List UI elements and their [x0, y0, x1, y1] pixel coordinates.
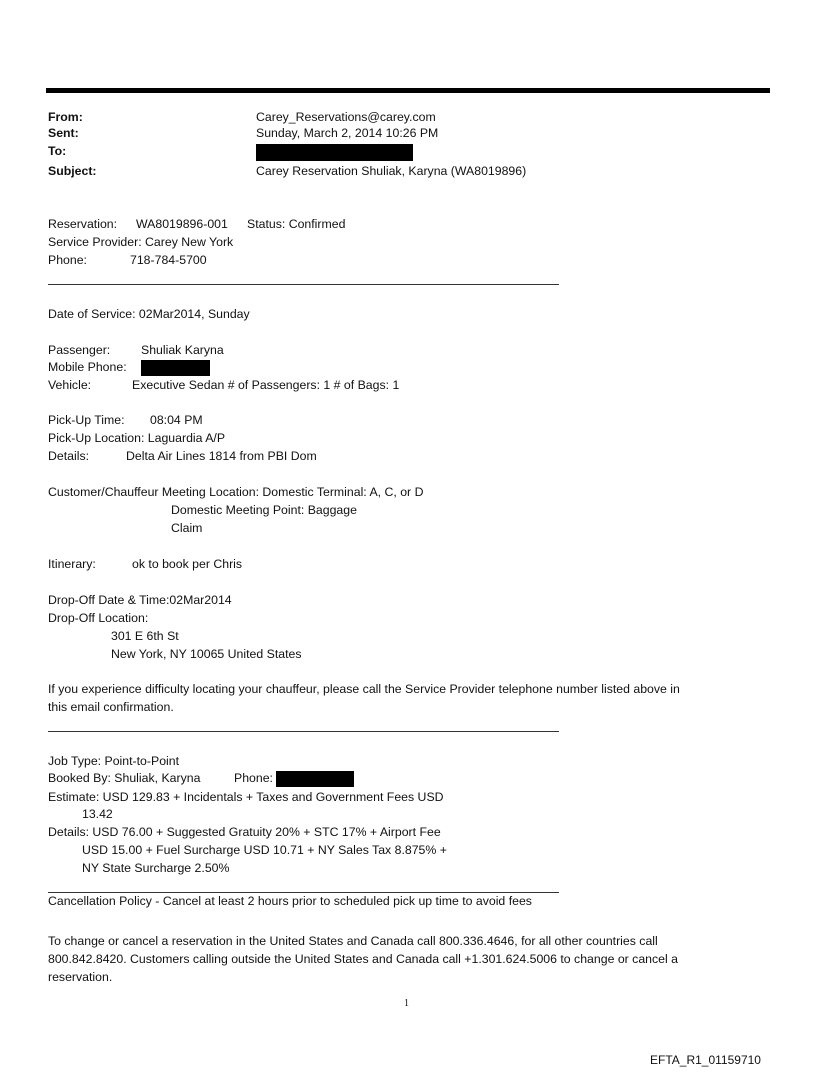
booked-by: Booked By: Shuliak, Karyna [48, 771, 201, 785]
itinerary-label: Itinerary: [48, 557, 96, 571]
reservation-status: Status: Confirmed [247, 217, 346, 231]
difficulty-note-cont: this email confirmation. [48, 700, 174, 714]
redaction [141, 360, 210, 376]
dropoff-address-line2: New York, NY 10065 United States [111, 647, 302, 661]
change-instructions-cont: 800.842.8420. Customers calling outside the United States and Canada call +1.301.624.5006 to change or cancel a [48, 952, 678, 966]
estimate: Estimate: USD 129.83 + Incidentals + Taxes and Government Fees USD [48, 790, 444, 804]
dropoff-address-line1: 301 E 6th St [111, 629, 179, 643]
fee-details-cont: USD 15.00 + Fuel Surcharge USD 10.71 + NY Sales Tax 8.875% + [82, 843, 447, 857]
redaction [256, 144, 413, 161]
service-provider: Service Provider: Carey New York [48, 235, 234, 249]
header-rule [46, 88, 770, 93]
sent-label: Sent: [48, 126, 79, 140]
document-id: EFTA_R1_01159710 [650, 1053, 761, 1067]
details-label: Details: [48, 449, 90, 463]
fee-details-cont2: NY State Surcharge 2.50% [82, 861, 230, 875]
mobile-label: Mobile Phone: [48, 360, 127, 374]
meeting-point: Domestic Meeting Point: Baggage [171, 503, 357, 517]
job-type: Job Type: Point-to-Point [48, 754, 180, 768]
subject-value: Carey Reservation Shuliak, Karyna (WA8019896) [256, 164, 527, 178]
passenger-label: Passenger: [48, 343, 111, 357]
difficulty-note: If you experience difficulty locating your chauffeur, please call the Service Provider telephone number listed above in [48, 682, 680, 696]
subject-label: Subject: [48, 164, 97, 178]
pickup-location: Pick-Up Location: Laguardia A/P [48, 431, 226, 445]
details-value: Delta Air Lines 1814 from PBI Dom [126, 449, 317, 463]
itinerary-value: ok to book per Chris [132, 557, 243, 571]
page-number: 1 [404, 998, 409, 1009]
phone-label: Phone: [48, 253, 87, 267]
divider [48, 731, 559, 732]
change-instructions-cont2: reservation. [48, 970, 113, 984]
redaction [276, 771, 354, 787]
phone-value: 718-784-5700 [130, 253, 207, 267]
to-label: To: [48, 144, 67, 158]
vehicle-value: Executive Sedan # of Passengers: 1 # of Bags: 1 [132, 378, 400, 392]
meeting-location: Customer/Chauffeur Meeting Location: Domestic Terminal: A, C, or D [48, 485, 424, 499]
estimate-cont: 13.42 [82, 807, 113, 821]
booked-phone-label: Phone: [234, 771, 273, 785]
vehicle-label: Vehicle: [48, 378, 92, 392]
date-of-service: Date of Service: 02Mar2014, Sunday [48, 307, 250, 321]
reservation-label: Reservation: [48, 217, 118, 231]
from-label: From: [48, 110, 83, 124]
reservation-number: WA8019896-001 [136, 217, 228, 231]
pickup-time-label: Pick-Up Time: [48, 413, 125, 427]
passenger-value: Shuliak Karyna [141, 343, 224, 357]
change-instructions: To change or cancel a reservation in the United States and Canada call 800.336.4646, for all other countries call [48, 934, 658, 948]
cancellation-policy: Cancellation Policy - Cancel at least 2 hours prior to scheduled pick up time to avoid fees [48, 894, 532, 908]
fee-details: Details: USD 76.00 + Suggested Gratuity 20% + STC 17% + Airport Fee [48, 825, 441, 839]
sent-value: Sunday, March 2, 2014 10:26 PM [256, 126, 439, 140]
divider [48, 284, 559, 285]
dropoff-location-label: Drop-Off Location: [48, 611, 149, 625]
from-value: Carey_Reservations@carey.com [256, 110, 436, 124]
meeting-point-cont: Claim [171, 521, 203, 535]
dropoff-date: Drop-Off Date & Time:02Mar2014 [48, 593, 232, 607]
pickup-time-value: 08:04 PM [150, 413, 203, 427]
